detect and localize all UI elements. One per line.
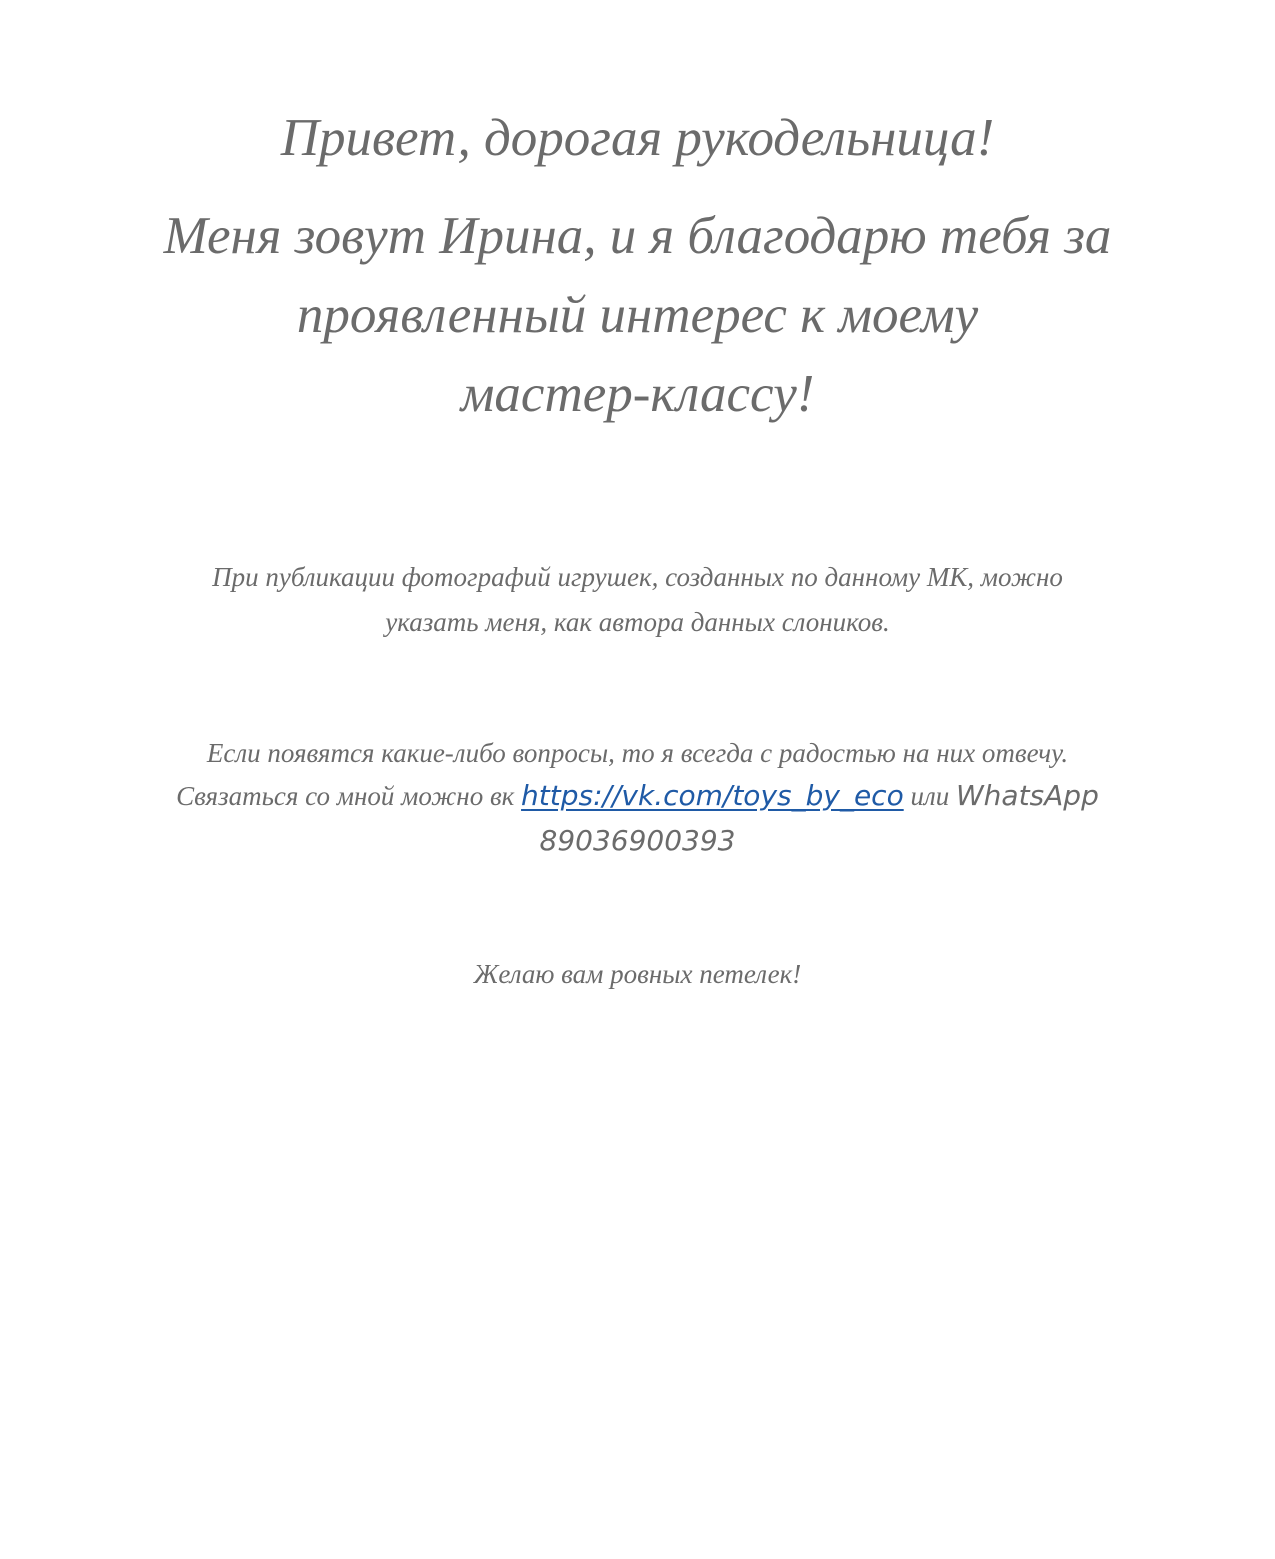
intro-line-2: проявленный интерес к моему	[296, 286, 979, 344]
greeting-heading: Привет, дорогая рукодельница!	[280, 109, 995, 167]
contact-line	[0, 780, 1275, 812]
phone-number-text: 89036900393	[539, 824, 736, 857]
intro-line-1: Меня зовут Ирина, и я благодарю тебя за	[163, 207, 1112, 265]
phone-number	[0, 824, 1275, 857]
publication-note-line-2: указать меня, как автора данных слоников.	[385, 607, 890, 637]
closing-wish: Желаю вам ровных петелек!	[473, 959, 802, 989]
whatsapp-label: WhatsApp	[955, 779, 1099, 812]
intro-line-3: мастер-классу!	[460, 365, 815, 423]
contact-prefix: Связаться со мной можно вк	[176, 781, 522, 811]
questions-line: Если появятся какие-либо вопросы, то я всегда с радостью на них отвечу.	[206, 738, 1069, 768]
vk-link[interactable]: https://vk.com/toys_by_eco	[521, 779, 904, 812]
contact-or: или	[903, 781, 956, 811]
publication-note-line-1: При публикации фотографий игрушек, созданных по данному МК, можно	[212, 562, 1063, 592]
